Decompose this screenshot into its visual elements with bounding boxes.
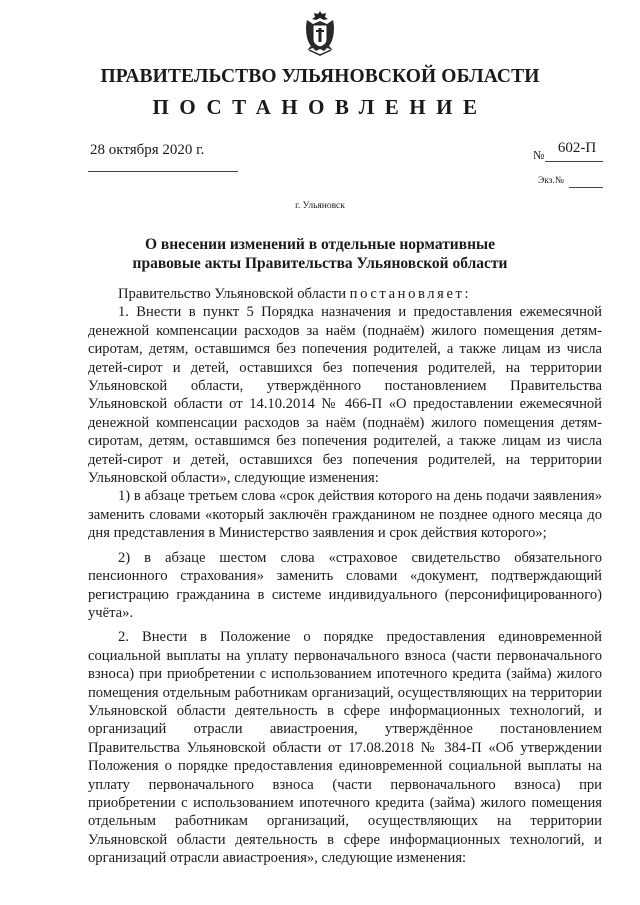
intro-verb: постановляет: xyxy=(349,286,472,302)
document-subject xyxy=(130,235,510,273)
number-label: № xyxy=(533,148,545,162)
paragraph-1-item-1: 1) в абзаце третьем слова «срок действия которого на день подачи заявления» заменить словами «который заключён гражданином не позднее одного месяца до дня представления в Министерство заявления и срок действия которого»; xyxy=(88,488,602,542)
subject-line-2: правовые акты Правительства Ульяновской области xyxy=(132,255,508,272)
document-type-title: ПОСТАНОВЛЕНИЕ xyxy=(152,95,488,119)
government-title: ПРАВИТЕЛЬСТВО УЛЬЯНОВСКОЙ ОБЛАСТИ xyxy=(100,66,540,87)
document-date: 28 октября 2020 г. xyxy=(90,142,205,158)
document-number: 602-П xyxy=(557,140,597,156)
copy-number-label: Экз.№ xyxy=(538,176,564,186)
copy-number-underline xyxy=(569,187,603,188)
paragraph-1-item-2: 2) в абзаце шестом слова «страховое свидетельство обязательного пенсионного страхования» заменить словами «документ, подтверждающий регистрацию гражданина в системе индивидуального (персонифицированного) учёта». xyxy=(88,549,602,621)
document-body xyxy=(88,285,602,868)
intro-prefix: Правительство Ульяновской области xyxy=(118,286,347,302)
city-name: г. Ульяновск xyxy=(295,201,345,211)
number-underline xyxy=(545,161,603,162)
paragraph-1: 1. Внести в пункт 5 Порядка назначения и предоставления ежемесячной денежной компенсации расходов за наём (поднаём) жилого помещения детям-сиротам, детям, оставшимся без попечения родителей, а также лицам из числа детей-сирот и детей, оставшихся без попечения родителей, на территории Ульяновской области, утверждённого постановлением Правительства Ульяновской области от 14.10.2014 № 466-П «О предоставлении ежемесячной денежной компенсации расходов за наём (поднаём) жилого помещения детям-сиротам, детям, оставшимся без попечения родителей, а также лицам из числа детей-сирот и детей, оставшихся без попечения родителей, на территории Ульяновской области», следующие изменения: xyxy=(88,304,602,487)
paragraph-2: 2. Внести в Положение о порядке предоставления единовременной социальной выплаты на уплату первоначального взноса (части первоначального взноса) при приобретении с использованием ипотечного кредита (займа) жилого помещения отдельным работникам организаций, осуществляющих на территории Ульяновской области деятельность в сфере информационных технологий, и организаций отрасли авиастроения, утверждённое постановлением Правительства Ульяновской области от 17.08.2018 № 384-П «Об утверждении Положения о порядке предоставления единовременной социальной выплаты на уплату первоначального взноса (части первоначального взноса) при приобретении с использованием ипотечного кредита (займа) жилого помещения отдельным работникам организаций, осуществляющих на территории Ульяновской области деятельность в сфере информационных технологий, и организаций отрасли авиастроения», следующие изменения: xyxy=(88,629,602,867)
subject-line-1: О внесении изменений в отдельные нормативные xyxy=(144,236,496,253)
coat-of-arms-icon xyxy=(303,10,337,56)
intro-paragraph xyxy=(88,285,602,303)
date-underline xyxy=(88,171,238,172)
